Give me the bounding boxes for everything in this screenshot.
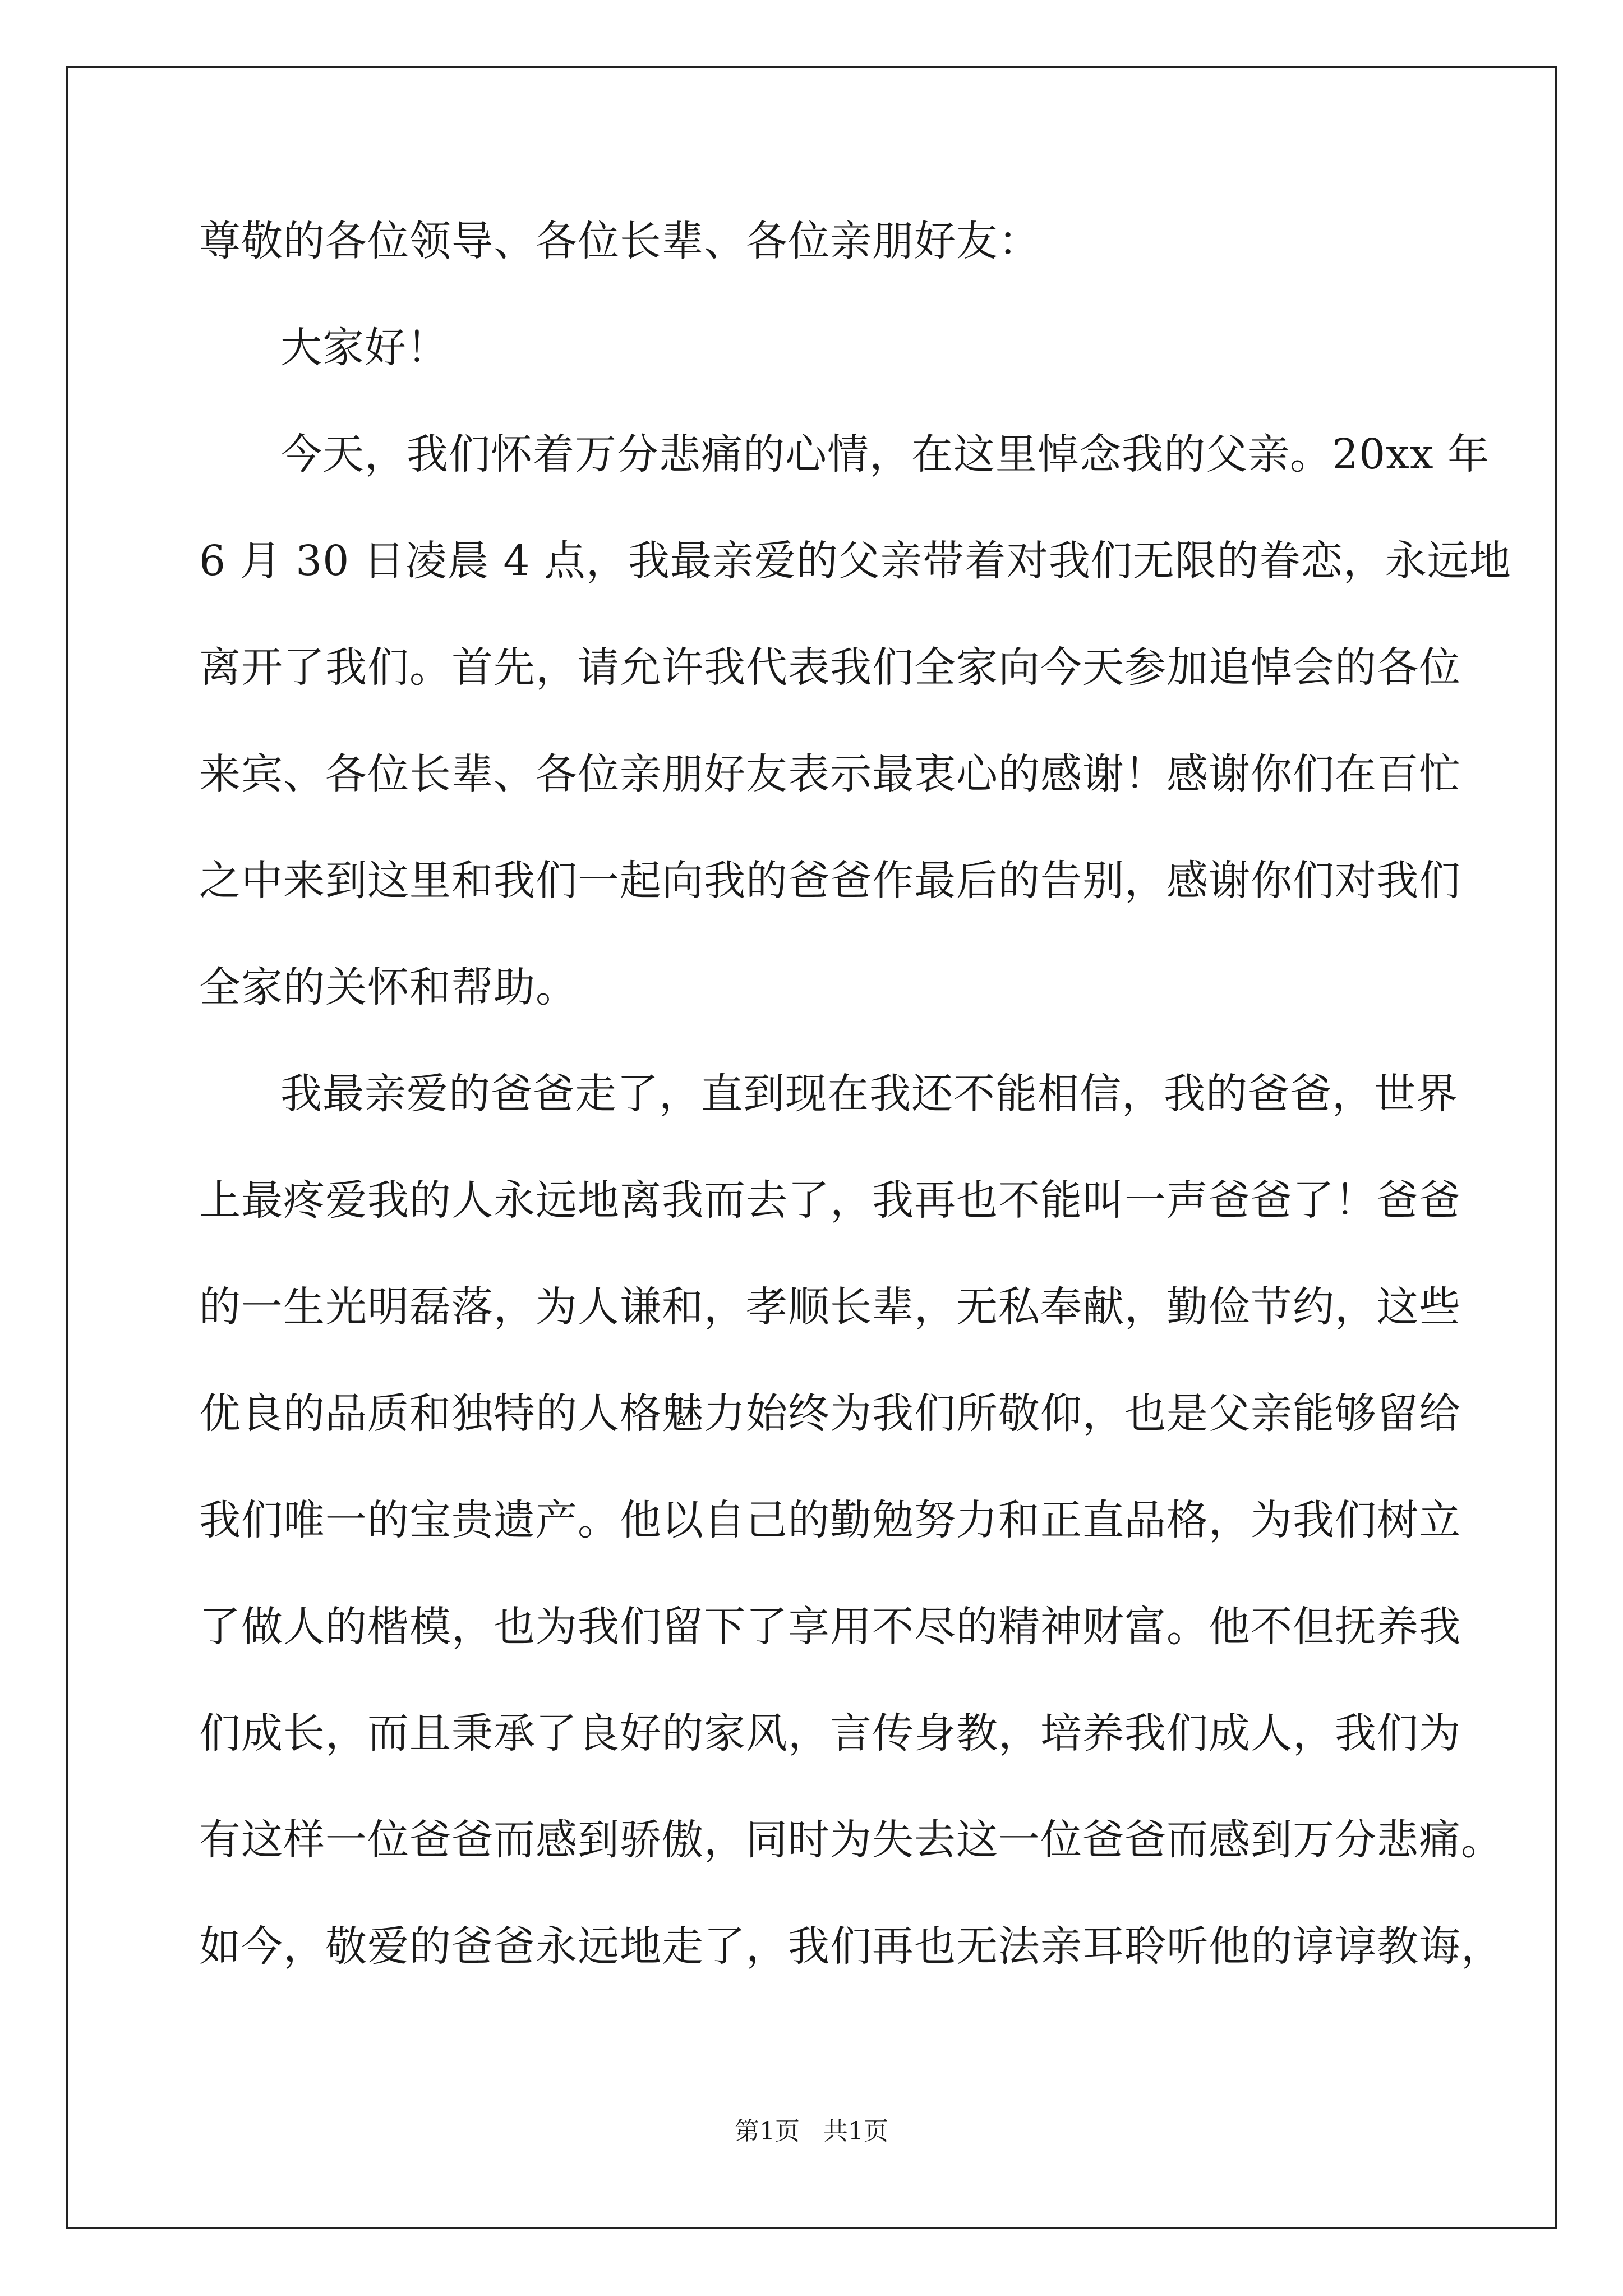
paragraph-1-line-2: 6 月 30 日凌晨 4 点，我最亲爱的父亲带着对我们无限的眷恋，永远地 xyxy=(199,537,1511,585)
paragraph-2-line-5: 我们唯一的宝贵遗产。他以自己的勤勉努力和正直品格，为我们树立 xyxy=(199,1496,1461,1544)
paragraph-2-line-6: 了做人的楷模，也为我们留下了享用不尽的精神财富。他不但抚养我 xyxy=(199,1603,1461,1651)
paragraph-1-line-4: 来宾、各位长辈、各位亲朋好友表示最衷心的感谢！感谢你们在百忙 xyxy=(199,750,1461,798)
paragraph-2-line-9: 如今，敬爱的爸爸永远地走了，我们再也无法亲耳聆听他的谆谆教诲， xyxy=(199,1922,1503,1971)
paragraph-2-line-8: 有这样一位爸爸而感到骄傲，同时为失去这一位爸爸而感到万分悲痛。 xyxy=(199,1816,1503,1864)
paragraph-1-line-1: 今天，我们怀着万分悲痛的心情，在这里悼念我的父亲。20xx 年 xyxy=(280,430,1490,478)
paragraph-1-line-6: 全家的关怀和帮助。 xyxy=(199,963,578,1011)
page-border xyxy=(66,66,1557,2229)
greeting-line: 大家好！ xyxy=(280,324,449,372)
paragraph-1-line-5: 之中来到这里和我们一起向我的爸爸作最后的告别，感谢你们对我们 xyxy=(199,857,1461,905)
paragraph-2-line-2: 上最疼爱我的人永远地离我而去了，我再也不能叫一声爸爸了！爸爸 xyxy=(199,1176,1461,1225)
paragraph-2-line-7: 们成长，而且秉承了良好的家风，言传身教，培养我们成人，我们为 xyxy=(199,1709,1461,1757)
salutation-line: 尊敬的各位领导、各位长辈、各位亲朋好友： xyxy=(199,217,1040,265)
paragraph-2-line-3: 的一生光明磊落，为人谦和，孝顺长辈，无私奉献，勤俭节约，这些 xyxy=(199,1283,1461,1331)
paragraph-2-line-1: 我最亲爱的爸爸走了，直到现在我还不能相信，我的爸爸，世界 xyxy=(280,1070,1458,1118)
page-number-footer: 第1页 共1页 xyxy=(735,2117,888,2146)
paragraph-1-line-3: 离开了我们。首先，请允许我代表我们全家向今天参加追悼会的各位 xyxy=(199,643,1461,692)
paragraph-2-line-4: 优良的品质和独特的人格魅力始终为我们所敬仰，也是父亲能够留给 xyxy=(199,1389,1461,1438)
